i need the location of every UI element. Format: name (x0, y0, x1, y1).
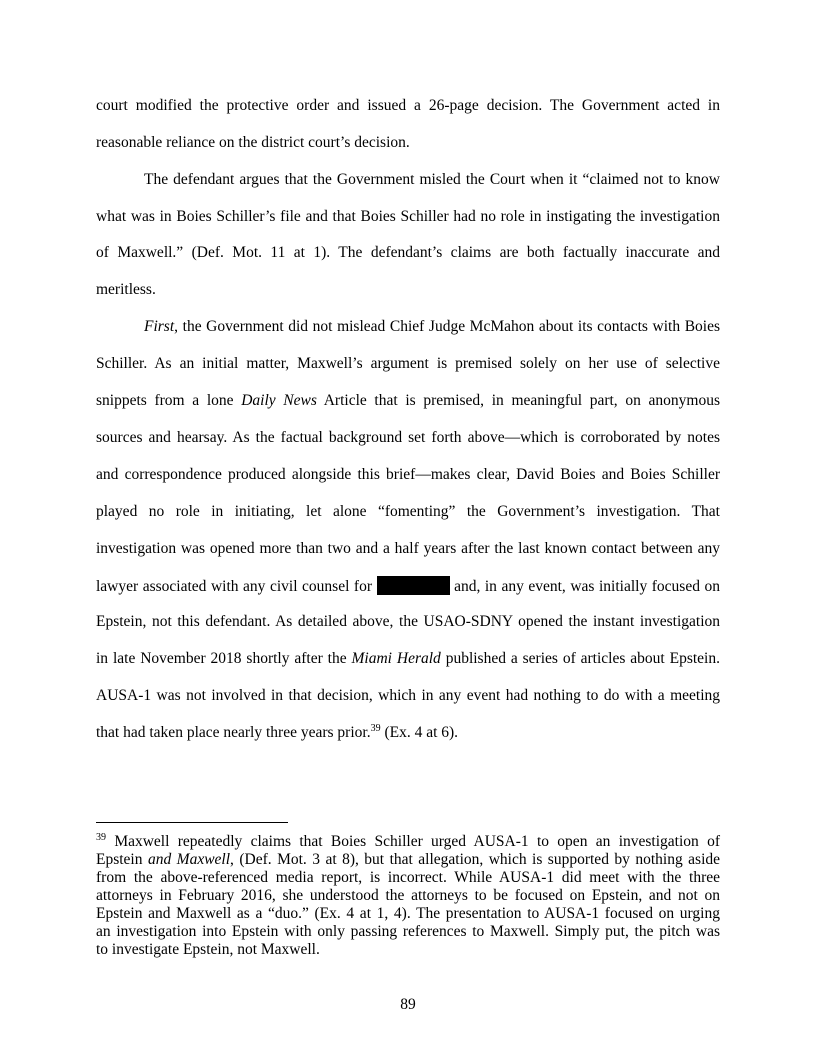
footnote-line: attorneys in February 2016, she understood the attorneys to be focused on Epstein, and not on (96, 887, 720, 904)
footnote-line: an investigation into Epstein with only passing references to Maxwell. Simply put, the pitch was (96, 923, 720, 940)
redaction-block (377, 576, 450, 595)
footnote-line: Epstein and Maxwell, (Def. Mot. 3 at 8), but that allegation, which is supported by nothing aside (96, 851, 720, 868)
body-line: reasonable reliance on the district court’s decision. (96, 134, 410, 151)
body-line: and correspondence produced alongside this brief—makes clear, David Boies and Boies Schiller (96, 466, 720, 483)
emphasis: and Maxwell (147, 851, 231, 868)
body-line: played no role in initiating, let alone “fomenting” the Government’s investigation. That (96, 503, 720, 520)
body-line: lawyer associated with any civil counsel for and, in any event, was initially focused on (96, 578, 720, 595)
body-line: AUSA-1 was not involved in that decision, which in any event had nothing to do with a meeting (96, 687, 720, 704)
body-line: Schiller. As an initial matter, Maxwell’s argument is premised solely on her use of selective (96, 355, 720, 372)
body-line: court modified the protective order and issued a 26-page decision. The Government acted in (96, 97, 720, 114)
footnote-number: 39 (96, 832, 106, 843)
page-number: 89 (400, 996, 416, 1013)
body-line: investigation was opened more than two and a half years after the last known contact between any (96, 540, 720, 557)
footnote-line: to investigate Epstein, not Maxwell. (96, 941, 320, 958)
body-line: that had taken place nearly three years prior.$^{39}$ (Ex. 4 at 6). (96, 723, 459, 741)
emphasis: First (144, 318, 175, 335)
body-line: The defendant argues that the Government misled the Court when it “claimed not to know (144, 171, 720, 188)
publication-title: Daily News (241, 392, 317, 409)
body-line: snippets from a lone Daily News Article that is premised, in meaningful part, on anonymous (96, 392, 720, 409)
footnote-reference: 39 (370, 723, 381, 734)
footnote-separator (96, 822, 288, 823)
body-line: what was in Boies Schiller’s file and that Boies Schiller had no role in instigating the investigation (96, 208, 720, 225)
body-line: First, the Government did not mislead Chief Judge McMahon about its contacts with Boies (144, 318, 720, 335)
publication-title: Miami Herald (351, 650, 441, 667)
body-line: Epstein, not this defendant. As detailed above, the USAO-SDNY opened the instant investigation (96, 613, 720, 630)
body-line: meritless. (96, 281, 156, 298)
footnote-line: from the above-referenced media report, is incorrect. While AUSA-1 did meet with the three (96, 869, 720, 886)
body-line: in late November 2018 shortly after the Miami Herald published a series of articles about Epstein. (96, 650, 720, 667)
body-line: of Maxwell.” (Def. Mot. 11 at 1). The defendant’s claims are both factually inaccurate and (96, 244, 720, 261)
body-line: sources and hearsay. As the factual background set forth above—which is corroborated by notes (96, 429, 720, 446)
footnote-line: $^{39}$ Maxwell repeatedly claims that Boies Schiller urged AUSA-1 to open an investigation of (96, 832, 720, 850)
footnote-line: Epstein and Maxwell as a “duo.” (Ex. 4 at 1, 4). The presentation to AUSA-1 focused on urging (96, 905, 720, 922)
